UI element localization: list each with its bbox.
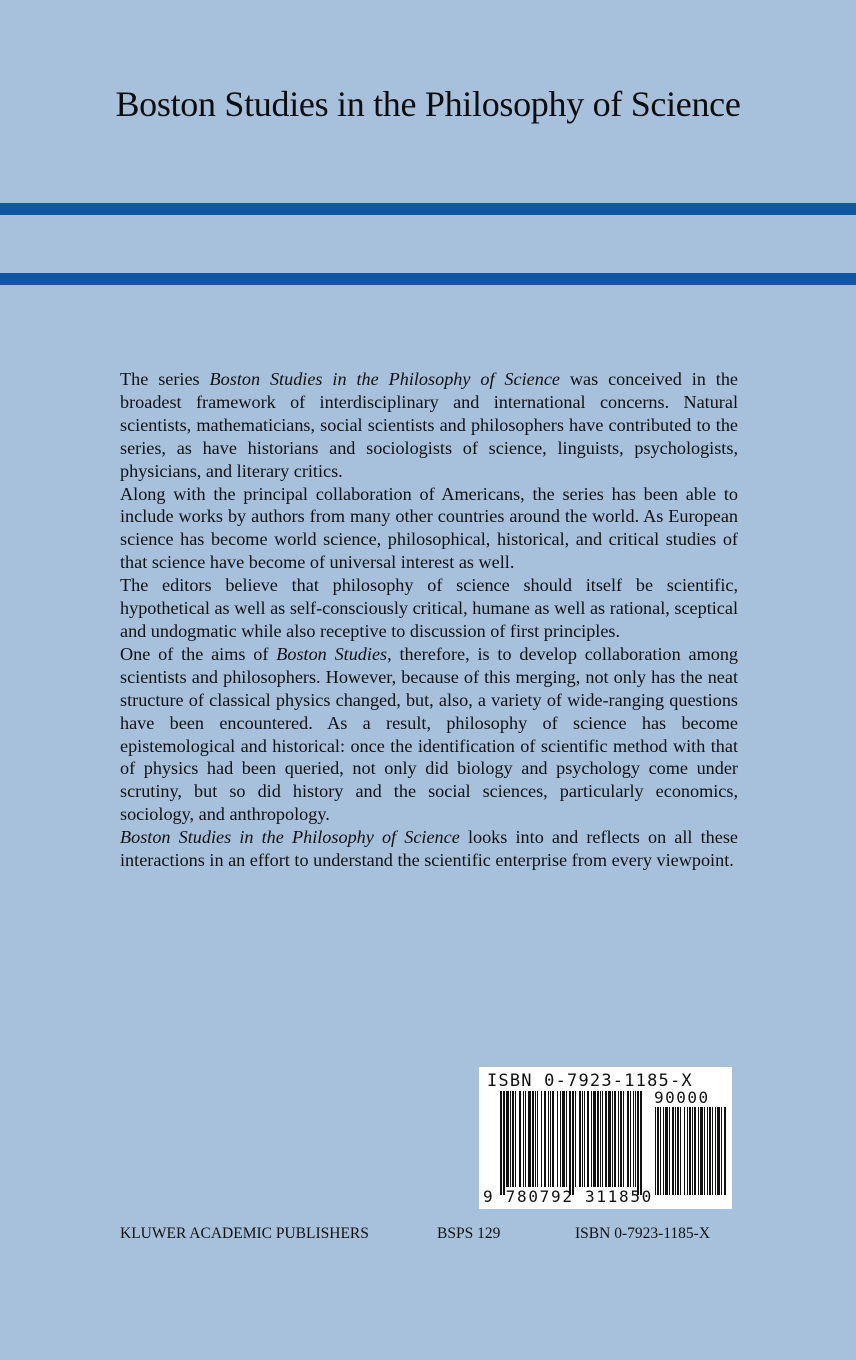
addon-bar [665, 1107, 668, 1195]
barcode-bar [566, 1091, 567, 1187]
barcode-bar [620, 1091, 622, 1187]
barcode-bar [608, 1091, 611, 1187]
barcode-bar [623, 1091, 624, 1187]
barcode-bar [557, 1091, 558, 1187]
addon-bar [680, 1107, 681, 1195]
addon-bar [717, 1107, 720, 1195]
addon-bar [698, 1107, 699, 1195]
series-title: Boston Studies in the Philosophy of Science [115, 84, 741, 124]
description-paragraph-2: Along with the principal collaboration of Americans, the series has been able to include works by authors from many other countries around the world. As European science has become world science, philosophical, historical, and critical studies of that science have become of universal interest as well. [120, 483, 738, 573]
addon-bar [660, 1107, 661, 1195]
addon-bar [669, 1107, 670, 1195]
addon-bar [692, 1107, 693, 1195]
barcode-bar [512, 1091, 514, 1187]
barcode-bar [633, 1091, 634, 1187]
addon-bar [694, 1107, 696, 1195]
barcode-bar [525, 1091, 526, 1187]
series-code: BSPS 129 [437, 1225, 501, 1242]
addon-bar [712, 1107, 713, 1195]
barcode-bar [618, 1091, 619, 1187]
description-paragraph-3: The editors believe that philosophy of science should itself be scientific, hypothetical as well as self-consciously critical, humane as well as rational, sceptical and undogmatic while also receptive to discussion of first principles. [120, 575, 738, 641]
barcode-bar [635, 1091, 636, 1187]
barcode-bar [532, 1091, 534, 1187]
barcode-isbn-label: ISBN 0-7923-1185-X [487, 1071, 693, 1091]
addon-bar [672, 1107, 674, 1195]
barcode-bar [582, 1091, 583, 1187]
addon-bar [677, 1107, 679, 1195]
barcode-bar [510, 1091, 511, 1187]
barcode-bar [584, 1091, 585, 1187]
addon-bar [715, 1107, 716, 1195]
addon-bar [721, 1107, 722, 1195]
barcode-bar [552, 1091, 554, 1187]
addon-bar [707, 1107, 708, 1195]
barcode-bar [550, 1091, 551, 1187]
barcode-bar [560, 1091, 561, 1187]
barcode-bar [523, 1091, 524, 1187]
description-paragraph-5: Boston Studies in the Philosophy of Science looks into and reflects on all these interactions in an effort to understand the scientific enterprise from every viewpoint. [120, 827, 738, 871]
decorative-band-top [0, 203, 856, 215]
addon-bar [663, 1107, 664, 1195]
barcode-guard-bar [637, 1091, 639, 1195]
barcode-guard-bar [503, 1091, 505, 1195]
barcode-bar [614, 1091, 616, 1187]
barcode-bar [562, 1091, 565, 1187]
barcode-bar [528, 1091, 531, 1187]
barcode-bar [548, 1091, 549, 1187]
barcode-bar [587, 1091, 589, 1187]
barcode-bar [630, 1091, 631, 1187]
barcode-guard-bar [572, 1091, 574, 1195]
description-paragraph-1: The series Boston Studies in the Philosophy of Science was conceived in the broadest framework of interdisciplinary and international concerns. Natural scientists, mathematicians, social scientists and philosophers have contributed to the series, as have historians and sociologists of science, linguists, psychologists, physicians, and literary critics. [120, 369, 738, 481]
decorative-band-bottom [0, 273, 856, 285]
addon-bar [724, 1107, 726, 1195]
barcode-guard-bar [640, 1091, 642, 1195]
barcode-bar [591, 1091, 592, 1187]
series-name-italic: Boston Studies in the Philosophy of Science [209, 369, 560, 389]
addon-bar [684, 1107, 685, 1195]
barcode-bar [612, 1091, 613, 1187]
barcode-bar [579, 1091, 581, 1187]
publisher-name: KLUWER ACADEMIC PUBLISHERS [120, 1225, 369, 1242]
addon-bar [675, 1107, 676, 1195]
barcode-guard-bar [500, 1091, 502, 1195]
addon-bar [687, 1107, 688, 1195]
addon-bar [700, 1107, 703, 1195]
barcode-bar [535, 1091, 536, 1187]
barcode-bar [541, 1091, 542, 1187]
barcode-bar [597, 1091, 599, 1187]
barcode-bar [537, 1091, 538, 1187]
barcode-bar [506, 1091, 509, 1187]
barcode-bar [519, 1091, 521, 1187]
barcode-bar [544, 1091, 546, 1187]
barcode-bar [575, 1091, 576, 1187]
barcode-price-code: 90000 [654, 1088, 710, 1107]
addon-bar [657, 1107, 659, 1195]
footer-isbn: ISBN 0-7923-1185-X [575, 1225, 711, 1242]
isbn-barcode [479, 1067, 732, 1209]
barcode-bar [605, 1091, 607, 1187]
addon-bar [709, 1107, 711, 1195]
description-paragraph-4: One of the aims of Boston Studies, therefore, is to develop collaboration among scientists and philosophers. However, because of this merging, not only has the neat structure of classical physics changed, but, also, a variety of wide-ranging questions have been encountered. As a result, philosophy of science has become epistemological and historical: once the identification of scientific method with that of physics had been queried, not only did biology and psychology come under scrutiny, but so did history and the social sciences, particularly economics, sociology, and anthropology. [120, 643, 739, 825]
series-description [120, 368, 738, 872]
barcode-bar [515, 1091, 516, 1187]
addon-bar [689, 1107, 691, 1195]
barcode-ean-digits: 9 780792 311850 [483, 1187, 653, 1206]
addon-bar [655, 1107, 656, 1195]
barcode-guard-bar [569, 1091, 571, 1195]
series-short-name-italic: Boston Studies [276, 643, 388, 664]
barcode-bar [593, 1091, 596, 1187]
barcode-bar [602, 1091, 603, 1187]
series-name-italic: Boston Studies in the Philosophy of Science [120, 827, 460, 848]
barcode-bar [627, 1091, 629, 1187]
addon-bar [704, 1107, 705, 1195]
barcode-bar [600, 1091, 601, 1187]
